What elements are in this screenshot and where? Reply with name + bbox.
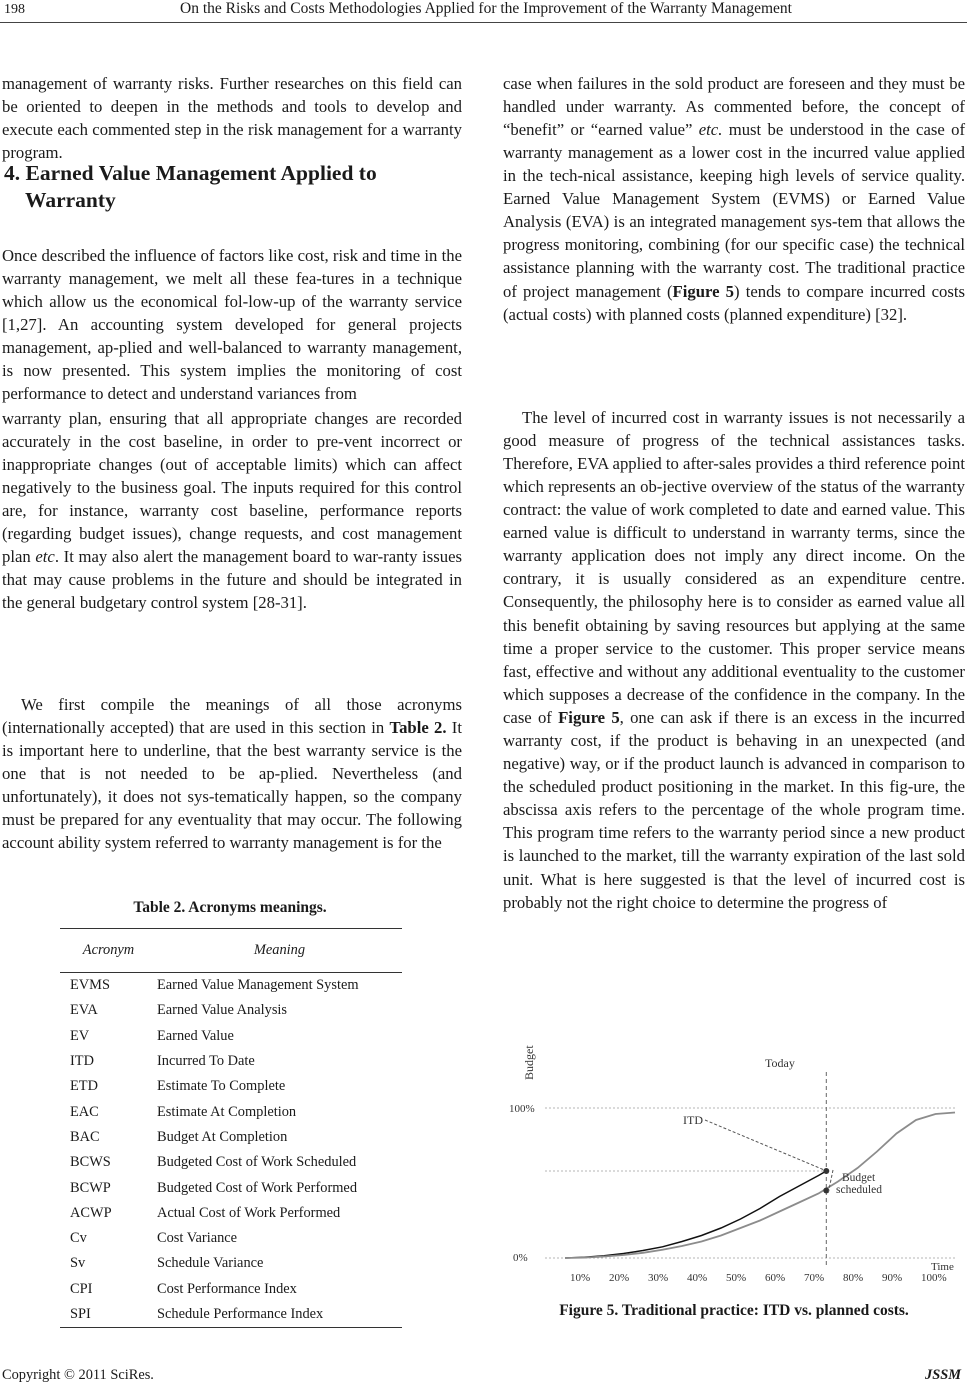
budget-label-line2: scheduled <box>836 1184 882 1196</box>
x-tick-label: 80% <box>843 1272 864 1284</box>
table-row <box>60 1302 402 1328</box>
meaning-cell: Earned Value Management System <box>157 977 359 994</box>
table-row <box>60 1074 402 1099</box>
figure-reference[interactable]: Figure 5 <box>558 707 620 727</box>
y-axis-label: Budget <box>522 1045 536 1080</box>
today-label: Today <box>765 1056 795 1070</box>
meaning-cell: Cost Variance <box>157 1230 238 1247</box>
table-row <box>60 1226 402 1251</box>
x-tick-label: 20% <box>609 1272 630 1284</box>
acronym-cell: BAC <box>70 1128 100 1145</box>
paragraph-warranty-plan <box>2 407 462 615</box>
paragraph-evms <box>503 72 965 326</box>
paragraph-acronyms <box>2 693 462 855</box>
acronym-cell: Cv <box>70 1230 87 1247</box>
table-row <box>60 1201 402 1226</box>
table-row <box>60 1251 402 1276</box>
x-tick-label: 100% <box>921 1272 947 1284</box>
section-heading <box>4 160 459 214</box>
text-run: We first compile the meanings of all those acronyms (internationally accepted) that are used in this section in <box>2 694 462 737</box>
budget-leader <box>828 1170 833 1193</box>
x-tick-label: 30% <box>648 1272 669 1284</box>
itd-marker <box>823 1168 829 1174</box>
figure-5 <box>503 1040 965 1290</box>
text-run: must be understood in the case of warranty management as a lower cost in the incurred value applied in the tech-nical assistance, keeping high levels of service quality. Earned Value Management System (EVMS) or Earned Value Analysis (EVA) is an integrated management sys-tem that allows the progress monitoring, combining (for our specific case) the technical assistance planning with the warranty cost. The traditional practice of project management ( <box>503 119 966 301</box>
meaning-cell: Estimate At Completion <box>157 1103 297 1120</box>
acronym-cell: ETD <box>70 1078 98 1095</box>
meaning-cell: Earned Value Analysis <box>157 1002 288 1019</box>
journal-name: JSSM <box>925 1367 961 1383</box>
acronym-cell: Sv <box>70 1255 86 1272</box>
table-row <box>60 1049 402 1074</box>
meaning-cell: Cost Performance Index <box>157 1280 297 1297</box>
table-row <box>60 998 402 1023</box>
italic-etc: etc <box>35 547 55 567</box>
table-reference[interactable]: Table 2. <box>389 717 447 737</box>
meaning-cell: Actual Cost of Work Performed <box>157 1204 341 1221</box>
x-tick-label: 90% <box>882 1272 903 1284</box>
figure-caption: Figure 5. Traditional practice: ITD vs. planned costs. <box>559 1302 909 1319</box>
table-header-row <box>60 929 402 973</box>
itd-label: ITD <box>683 1113 703 1127</box>
section-heading-line1: 4. Earned Value Management Applied to <box>4 161 377 185</box>
table-row <box>60 1125 402 1150</box>
meaning-cell: Estimate To Complete <box>157 1078 286 1095</box>
meaning-cell: Earned Value <box>157 1027 234 1044</box>
acronym-cell: EVMS <box>70 977 110 994</box>
x-tick-label: 40% <box>687 1272 708 1284</box>
acronyms-table <box>60 928 402 1328</box>
acronym-cell: CPI <box>70 1280 93 1297</box>
x-axis-label: Time <box>931 1261 954 1273</box>
meaning-cell: Schedule Performance Index <box>157 1302 402 1328</box>
text-run: case when failures in the sold product are foreseen and they must be handled under warranty. As commented before, the concept of “benefit” or “earned value” <box>503 73 965 139</box>
section-heading-line2: Warranty <box>25 188 116 212</box>
paragraph-continuation: management of warranty risks. Further researches on this field can be oriented to deepen in the methods and tools to develop and execute each commented step in the risk management for a warranty program. <box>2 73 462 162</box>
acronym-cell: EAC <box>70 1103 99 1120</box>
italic-etc: etc. <box>698 119 723 139</box>
text-run: . It may also alert the management board to war-ranty issues that may cause problems in the future and should be integrated in the general budgetary control system [28-31]. <box>2 547 462 613</box>
y-tick-0: 0% <box>513 1252 528 1264</box>
x-tick-label: 50% <box>726 1272 747 1284</box>
table-row <box>60 1277 402 1302</box>
itd-line <box>565 1171 826 1258</box>
table-row <box>60 973 402 999</box>
budget-label-line1: Budget <box>842 1172 876 1184</box>
budget-scheduled-line <box>565 1113 955 1259</box>
itd-vs-planned-chart <box>503 1040 965 1290</box>
acronym-cell: EVA <box>70 1002 98 1019</box>
meaning-cell: Budgeted Cost of Work Performed <box>157 1179 358 1196</box>
header-rule <box>0 22 967 23</box>
meaning-cell: Schedule Variance <box>157 1255 264 1272</box>
paragraph-incurred-cost <box>503 406 965 914</box>
acronym-cell: BCWS <box>70 1154 111 1171</box>
acronym-cell: ITD <box>70 1053 94 1070</box>
paragraph-intro: Once described the influence of factors like cost, risk and time in the warranty management, we melt all these fea-tures in a technique which allow us the economical fol-low-up of the warranty service [1,27]. An accounting system developed for general projects management, ap-plied and well-balanced to warranty management, is now presented. This system implies the monitoring of cost performance to detect and understand variances from <box>2 245 462 404</box>
table-row <box>60 1099 402 1124</box>
text-run: ) tends to compare incurred costs (actual costs) with planned costs (planned expenditure) [32]. <box>503 281 965 324</box>
acronym-cell: BCWP <box>70 1179 111 1196</box>
text-run: It is important here to underline, that the best warranty service is the one that is not needed to be ap-plied. Nevertheless (and unfortunately), it does not sys-tematically happen, so the company must be prepared for any eventuality that may occur. The following account ability system referred to warranty management is for the <box>2 717 462 853</box>
text-run: warranty plan, ensuring that all appropriate changes are recorded accurately in the cost baseline, in order to pre-vent incorrect or inappropriate changes (out of acceptable limits) which can affect negatively to the business goal. The inputs required for this control are, for instance, warranty cost baseline, performance reports (regarding budget issues), change requests, and cost management plan <box>2 408 462 567</box>
y-tick-100: 100% <box>509 1103 535 1115</box>
running-title: On the Risks and Costs Methodologies Applied for the Improvement of the Warranty Management <box>180 0 792 17</box>
acronym-cell: SPI <box>60 1302 157 1328</box>
text-run: , one can ask if there is an excess in the incurred warranty cost, if the product is behaving in an unexpected (and negative) way, or if the product launch is advanced in comparison to the scheduled product positioning in the market. In this fig-ure, the abscissa axis refers to the percentage of the whole program time. This program time refers to the warranty period since a new product is launched to the market, till the warranty expiration of the last sold unit. What is here suggested is that the level of incurred cost is probably not the right choice to determine the progress of <box>503 707 965 912</box>
meaning-cell: Budgeted Cost of Work Scheduled <box>157 1154 357 1171</box>
x-tick-label: 10% <box>570 1272 591 1284</box>
itd-leader <box>705 1120 824 1170</box>
page-number: 198 <box>4 2 25 17</box>
table-row <box>60 1024 402 1049</box>
table-row <box>60 1175 402 1200</box>
acronym-cell: ACWP <box>70 1204 112 1221</box>
acronym-cell: EV <box>70 1027 90 1044</box>
meaning-cell: Incurred To Date <box>157 1053 255 1070</box>
table-row <box>60 1150 402 1175</box>
x-tick-label: 70% <box>804 1272 825 1284</box>
text-run: The level of incurred cost in warranty issues is not necessarily a good measure of progress of the technical assistances tasks. Therefore, EVA applied to after-sales provides a third reference point which represents an ob-jective overview of the status of the warranty contract: the value of work completed to date and earned value. This earned value is difficult to understand in warranty terms, since the warranty application does not imply any direct income. On the contrary, it is usually considered as an expenditure centre. Consequently, the philosophy here is to consider as earned value all this benefit obtaining by saving resources but applying at the same time a proper service to the customer. This proper service means fast, effective and without any additional eventuality to the customer which supposes a decrease of the confidence in the company. In the case of <box>503 407 965 727</box>
figure-reference[interactable]: Figure 5 <box>672 281 735 301</box>
column-header-acronym: Acronym <box>60 929 157 973</box>
x-tick-label: 60% <box>765 1272 786 1284</box>
column-header-meaning: Meaning <box>157 929 402 973</box>
table-caption: Table 2. Acronyms meanings. <box>133 899 327 916</box>
copyright: Copyright © 2011 SciRes. <box>2 1367 154 1383</box>
meaning-cell: Budget At Completion <box>157 1128 288 1145</box>
